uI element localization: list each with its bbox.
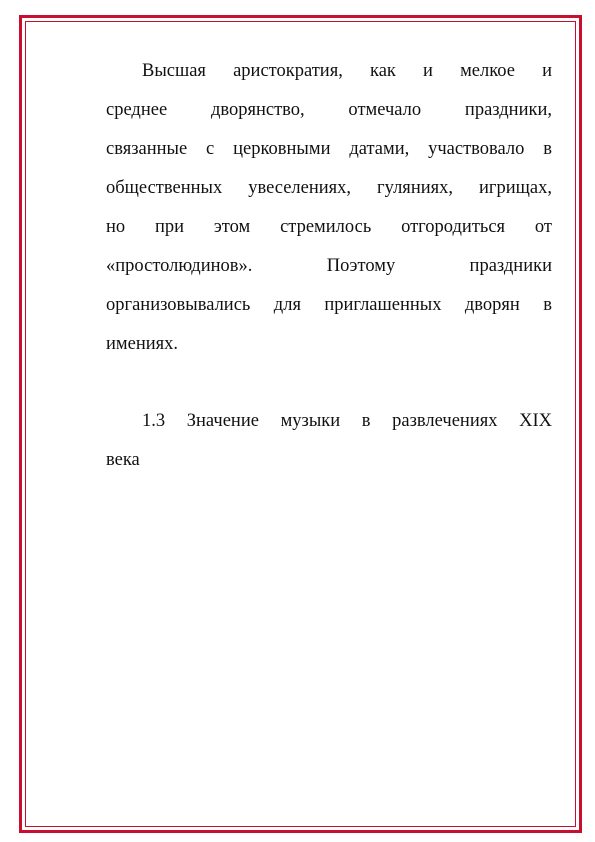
heading-line: 1.3 Значение музыки в развлечениях XIX [142,411,552,431]
section-heading [106,402,552,480]
paragraph-line: организовывались для приглашенных дворян в [106,295,552,315]
body-paragraph [106,52,552,364]
page-content [106,52,552,480]
paragraph-line: среднее дворянство, отмечало праздники, [106,100,552,120]
paragraph-line: но при этом стремилось отгородиться от [106,217,552,237]
paragraph-line: Высшая аристократия, как и мелкое и [142,61,552,81]
paragraph-line: связанные с церковными датами, участвовало в [106,139,552,159]
paragraph-line: имениях. [106,334,179,354]
heading-line: века [106,450,140,470]
paragraph-line: «простолюдинов». Поэтому праздники [106,256,552,276]
paragraph-line: общественных увеселениях, гуляниях, игрищах, [106,178,552,198]
